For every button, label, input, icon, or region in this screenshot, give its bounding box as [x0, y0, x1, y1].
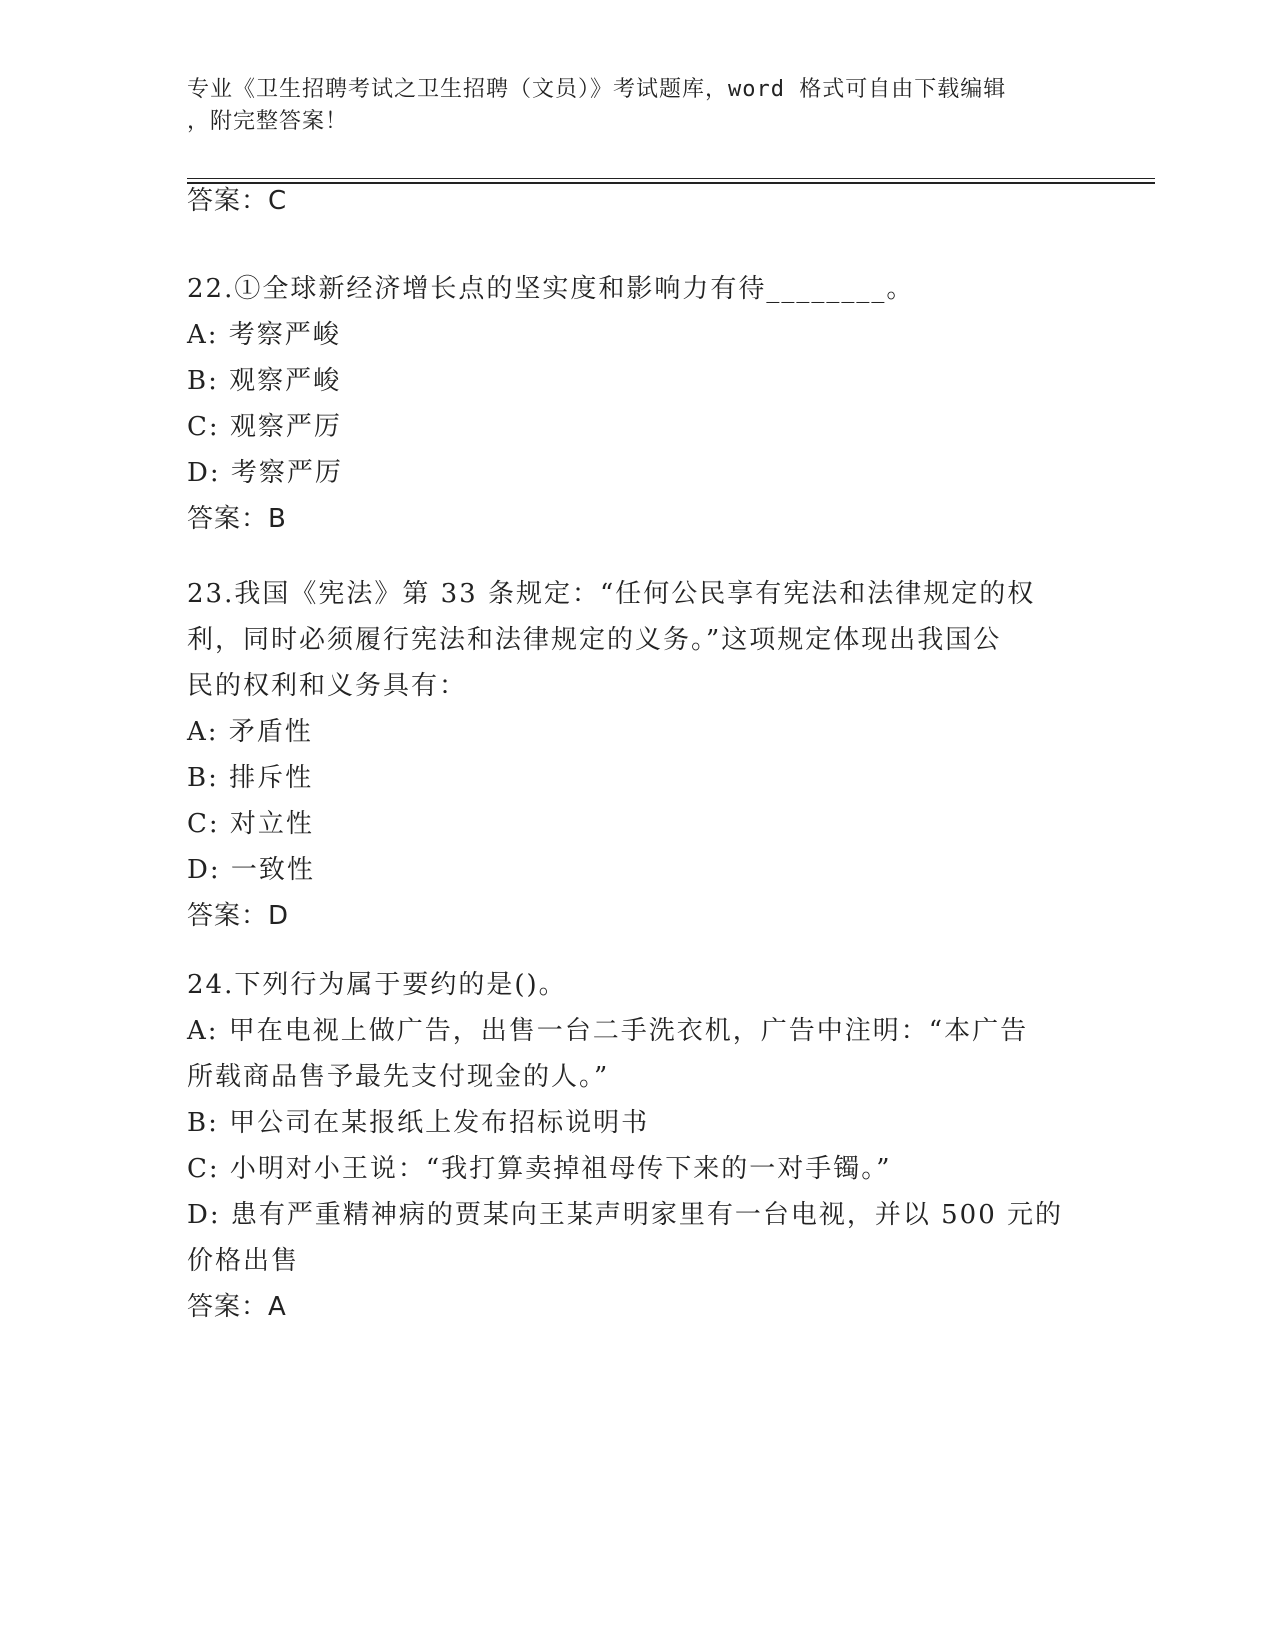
question-text-line-2: 利，同时必须履行宪法和法律规定的义务。”这项规定体现出我国公 — [187, 625, 1002, 655]
option-c: C: 小明对小王说：“我打算卖掉祖母传下来的一对手镯。” — [187, 1154, 892, 1184]
option-c: C: 对立性 — [187, 809, 314, 839]
option-d-line-1: D: 患有严重精神病的贾某向王某声明家里有一台电视，并以 500 元的 — [187, 1200, 1064, 1230]
header-line-2: ，附完整答案！ — [187, 109, 349, 134]
answer-label: 答案：C — [187, 186, 288, 216]
question-text-line-1: 23.我国《宪法》第 33 条规定：“任何公民享有宪法和法律规定的权 — [187, 579, 1036, 609]
option-a-line-2: 所载商品售予最先支付现金的人。” — [187, 1062, 610, 1092]
option-d: D: 考察严厉 — [187, 458, 343, 488]
document-header — [187, 74, 1067, 138]
answer-label: 答案：D — [187, 901, 290, 931]
answer-label: 答案：B — [187, 504, 287, 534]
question-text-line-3: 民的权利和义务具有： — [187, 671, 468, 701]
header-line-1: 专业《卫生招聘考试之卫生招聘（文员）》考试题库，word 格式可自由下载编辑 — [187, 77, 1007, 102]
question-text: 22.①全球新经济增长点的坚实度和影响力有待________。 — [187, 274, 915, 304]
option-b: B: 排斥性 — [187, 763, 314, 793]
question-text: 24.下列行为属于要约的是()。 — [187, 970, 567, 1000]
option-d: D: 一致性 — [187, 855, 315, 885]
option-b: B: 观察严峻 — [187, 366, 342, 396]
answer-label: 答案：A — [187, 1292, 287, 1322]
option-a-line-1: A: 甲在电视上做广告，出售一台二手洗衣机，广告中注明：“本广告 — [187, 1016, 1029, 1046]
option-a: A: 考察严峻 — [187, 320, 341, 350]
option-d-line-2: 价格出售 — [187, 1246, 300, 1276]
question-22 — [187, 266, 1087, 542]
question-24 — [187, 962, 1087, 1330]
option-b: B: 甲公司在某报纸上发布招标说明书 — [187, 1108, 650, 1138]
previous-answer-block — [187, 178, 1087, 224]
option-a: A: 矛盾性 — [187, 717, 313, 747]
question-23 — [187, 571, 1087, 939]
option-c: C: 观察严厉 — [187, 412, 342, 442]
